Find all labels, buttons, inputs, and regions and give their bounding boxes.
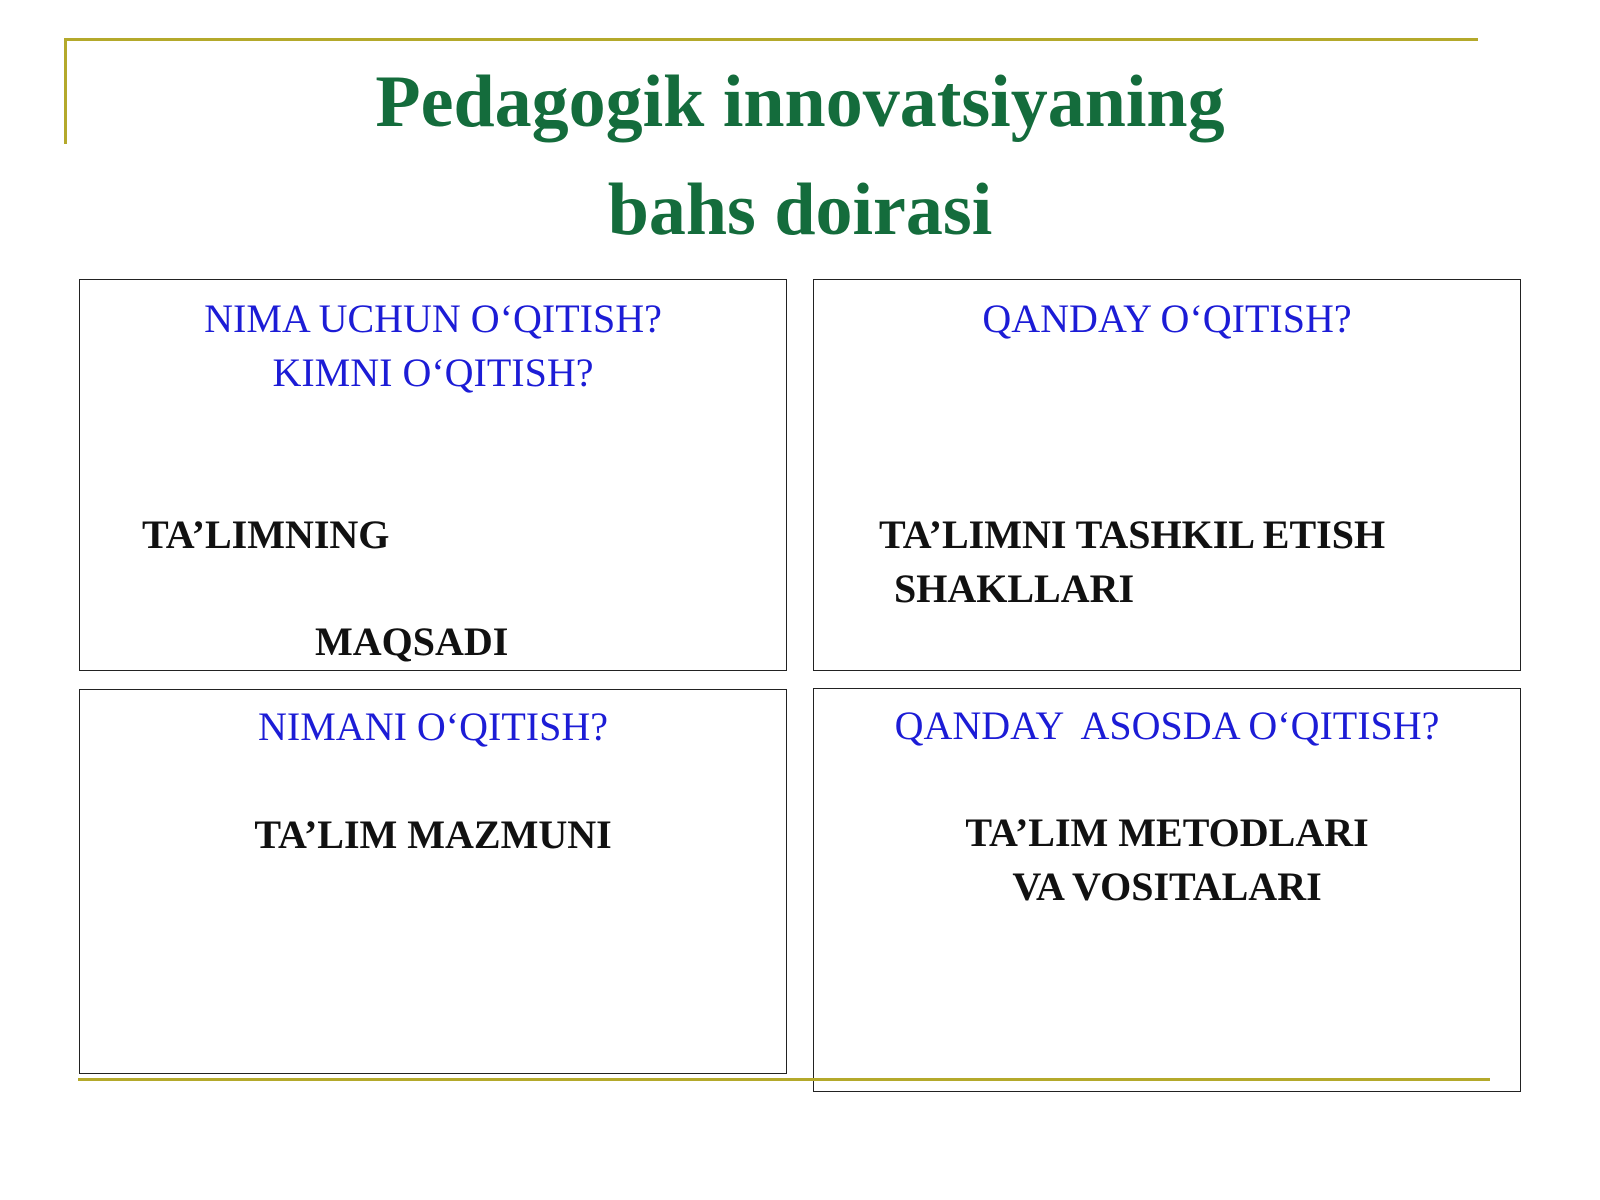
box-question — [80, 292, 786, 400]
title-line-1: Pedagogik innovatsiyaning — [375, 61, 1225, 143]
box-answer-line-1: TA’LIM MAZMUNI — [254, 812, 612, 857]
box-methods — [813, 688, 1521, 1092]
box-answer-line-2: SHAKLLARI — [894, 566, 1135, 611]
box-answer-line-2: MAQSADI — [315, 619, 509, 664]
title-line-2: bahs doirasi — [607, 169, 993, 251]
box-question — [814, 699, 1520, 753]
slide-title — [0, 48, 1600, 264]
question-line: NIMA UCHUN O‘QITISH? — [204, 296, 662, 341]
box-answer-line-1: TA’LIMNI TASHKIL ETISH — [879, 512, 1386, 557]
box-question — [80, 700, 786, 754]
box-answer-line-2: VA VOSITALARI — [1012, 864, 1322, 909]
question-line: QANDAY O‘QITISH? — [982, 296, 1352, 341]
box-purpose — [79, 279, 787, 671]
decorative-top-line — [64, 38, 1478, 41]
box-content — [79, 689, 787, 1074]
box-answer-line-1: TA’LIM METODLARI — [965, 810, 1369, 855]
box-question — [814, 292, 1520, 346]
box-forms — [813, 279, 1521, 671]
question-line: NIMANI O‘QITISH? — [258, 704, 608, 749]
decorative-bottom-line — [78, 1078, 1490, 1081]
box-answer — [814, 806, 1520, 914]
box-answer-line-1: TA’LIMNING — [142, 512, 390, 557]
question-line: QANDAY ASOSDA O‘QITISH? — [894, 703, 1440, 748]
question-line: KIMNI O‘QITISH? — [272, 350, 594, 395]
